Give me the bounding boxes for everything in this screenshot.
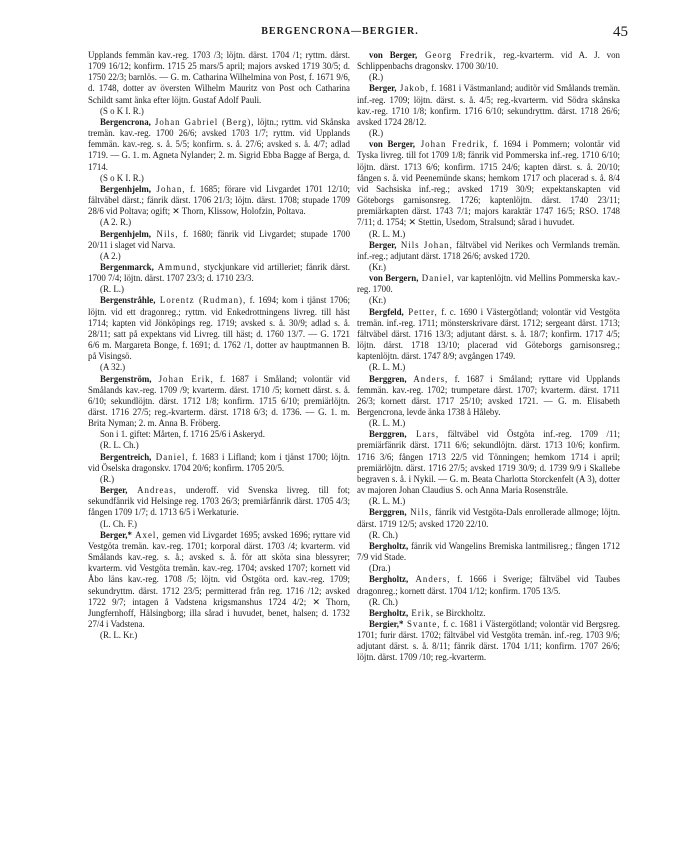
entry-given-names: Nils, <box>151 228 179 239</box>
entry-source: (R. L. M.) <box>369 362 406 373</box>
entry-text: f. 1666 i Sverige; fältväbel vid Taubes dragonreg.; kornett därst. 1704 1/12; konfirm. 1705 13/5. <box>357 574 620 596</box>
entry-paragraph <box>357 374 620 419</box>
entry-given-names: Daniel, <box>151 451 189 462</box>
entry-text: f. c. 1681 i Västergötland; volontär vid Bergsreg. 1701; furir därst. 1702; fältväbel vid Vestgöta tremän. inf.-reg. 1703 9/6; adjutant därst. s. å. 8/11; fänrik därst. 1704 1/11; konfirm. 1707 26/6; löjtn. därst. 1709 /10; reg.-kvarterm. <box>357 618 620 663</box>
entry-source: (A 2.) <box>100 250 121 261</box>
entry <box>357 619 620 664</box>
entry-text: reg.-kvarterm. vid A. J. von Schlippenbachs dragonskv. 1700 30/10. <box>357 50 620 72</box>
entry-source: (R.) <box>100 473 115 484</box>
entry-source: (R.) <box>369 72 384 83</box>
entry-headword: Berger,* <box>100 529 132 540</box>
entry-headword: Bergenström, <box>100 373 152 384</box>
entry-headword: Bergholtz, <box>369 540 409 551</box>
entry-source: (R. L. M.) <box>369 418 406 429</box>
entry <box>88 229 350 262</box>
left-column <box>88 50 350 827</box>
entry-given-names: Andreas, <box>127 485 177 496</box>
entry-headword: Berggren, <box>369 507 407 518</box>
entry-source: (A 32.) <box>100 362 126 373</box>
entry-extra: Son i 1. giftet: Mårten, f. 1716 25/6 i Askeryd. <box>100 429 265 440</box>
entry-paragraph <box>88 530 350 630</box>
entry-paragraph <box>357 429 620 496</box>
entry-paragraph <box>88 374 350 430</box>
running-head <box>0 26 680 44</box>
entry-source: (L. Ch. F.) <box>100 518 138 529</box>
entry-headword: von Bergern, <box>369 273 419 284</box>
entry-paragraph <box>88 295 350 362</box>
entry-given-names: Daniel, <box>418 273 455 284</box>
entry <box>88 262 350 295</box>
entry <box>357 50 620 83</box>
entry <box>88 117 350 184</box>
entry-paragraph <box>357 541 620 563</box>
entry-source: (Kr.) <box>369 261 387 272</box>
entry-paragraph <box>357 574 620 596</box>
entry-paragraph <box>357 273 620 295</box>
entry <box>88 50 350 117</box>
entry-source: (R. Ch.) <box>369 596 398 607</box>
entry <box>357 541 620 574</box>
entry-text: f. c. 1690 i Västergötland; volontär vid Vestgöta tremän. inf.-reg. 1711; mönsterskrivare därst. 1712; sergeant därst. 1713; fältväbel därst. 1716 13/3; adjutant därst. s. å. 18/7; konfirm. 1717 4/5; löjtn. därst. 1718 13/10; placerad vid Göteborgs garnisonsreg.; kaptenlöjtn. därst. 1747 8/9; avgången 1749. <box>357 306 620 362</box>
entry-text: f. 1681 i Västmanland; auditör vid Smålands tremän. inf.-reg. 1709; löjtn. därst. s. å. 4/5; reg.-kvarterm. vid Södra skånska kav.-reg. 1710 1/8; konfirm. 1716 6/10; sekundryttm. därst. 1718 26/6; avsked 1724 28/12. <box>357 83 620 127</box>
entry-paragraph <box>88 485 350 518</box>
entry-given-names: Lorentz (Rudman), <box>155 295 247 306</box>
entry-text: f. 1694; kom i tjänst 1706; löjtn. vid ett dragonreg.; ryttm. vid Enkedrottningens livreg. till häst 1714; kapten vid Jönköpings reg. 1719; avsked s. å. 30/9; adlad s. å. 28/11; satt på expektans vid Livreg. till häst; d. 1760 13/7. — G. 1721 6/6 m. Margareta Bonge, f. 1691; d. 1762 /1, dotter av hauptmannen B. på Visingsö. <box>88 295 350 362</box>
entry-source: (A 2. R.) <box>100 217 132 228</box>
entry-given-names: Johan, <box>151 183 186 194</box>
entry-given-names: Nils, <box>406 507 433 518</box>
entry-text: fänrik vid Wangelins Bremiska lantmilisreg.; fången 1712 7/9 vid Stade. <box>357 540 620 563</box>
entry-text: gemen vid Livgardet 1695; avsked 1696; ryttare vid Vestgöta tremän. kav.-reg. 1701; korporal därst. 1703 /4; kvarterm. vid Smålands kav.-reg. s. å.; avsked s. å. för att sköta sina blessyrer; kvarterm. vid Vestgöta tremän. kav.-reg. 1704; avsked 1707; kornett vid Åbo läns kav.-reg. 1708 /5; löjtn. vid Östgöta ord. kav.-reg. 1709; sekundryttm. därst. 1712 23/5; permitterad från reg. 1716 /12; avsked 1722 9/7; intagen å Vadstena krigsmanshus 1724 4/2; ✕ Thorn, Jungfernhoff, Hälsingborg; illa sårad i huvudet, benet, halsen; d. 1732 27/4 i Vadstena. <box>88 529 350 629</box>
running-title: BERGENCRONA—BERGIER. <box>261 26 419 37</box>
entry-headword: Bergholtz, <box>369 574 409 585</box>
entry-given-names: Ammund, <box>153 261 201 272</box>
entry-text: var kaptenlöjtn. vid Mellins Pommerska kav.-reg. 1700. <box>357 273 620 295</box>
entry <box>357 507 620 540</box>
entry-given-names: Johan Fredrik, <box>415 139 489 150</box>
entry-given-names: Nils Johan, <box>396 239 453 250</box>
entry-headword: Berger, <box>100 485 128 496</box>
right-column <box>357 50 620 827</box>
entry-given-names: Erik, <box>408 607 434 618</box>
entry-source: (R. L. M.) <box>369 496 406 507</box>
entry <box>357 429 620 507</box>
entry-paragraph <box>357 50 620 72</box>
entry <box>357 240 620 273</box>
entry-paragraph <box>357 619 620 664</box>
entry-source: (S o K I. R.) <box>100 172 144 183</box>
entry-given-names: Svante, <box>403 618 441 629</box>
entry-paragraph <box>88 117 350 173</box>
page-number: 45 <box>613 24 628 40</box>
entry-paragraph <box>88 452 350 474</box>
entry-text: löjtn.; ryttm. vid Skånska tremän. kav.-reg. 1700 26/6; avsked 1703 1/7; ryttm. vid Upplands femmän. kav.-reg. s. å. 5/5; konfirm. s. å. 27/6; avsked s. å. 4/7; adlad 1719. — G. 1. m. Agneta Nylander; 2. m. Sigrid Ebba Bagge af Berga, d. 1714. <box>88 116 350 172</box>
entry-given-names: Axel, <box>131 529 160 540</box>
entry-given-names: Georg Fredrik, <box>417 50 497 60</box>
entry-headword: Bergenmarck, <box>100 261 154 272</box>
entry-text: underoff. vid Svenska livreg. till fot; sekundfänrik vid Helsinge reg. 1703 26/3; premiärfänrik därst. 1705 4/3; fången 1709 1/7; d. 1713 6/5 i Werkaturie. <box>88 485 350 518</box>
entry-text: f. 1687 i Småland; volontär vid Smålands kav.-reg. 1709 /9; kvarterm. därst. 1710 /5; kornett därst. s. å. 6/10; sekundlöjtn. därst. 1712 1/8; konfirm. 1715 6/10; premiärlöjtn. därst. 1716 27/5; reg.-kvarterm. därst. 1718 6/3; d. 1736. — G. 1. m. Brita Nyman; 2. m. Anna B. Fröberg. <box>88 373 350 429</box>
entry-paragraph <box>88 262 350 284</box>
entry-headword: Bergentreich, <box>100 451 152 462</box>
entry-source: (R. L.) <box>100 284 124 295</box>
entry <box>357 83 620 139</box>
entry-text: f. 1687 i Småland; ryttare vid Upplands femmän. kav.-reg. 1702; trumpetare därst. 1707; kvarterm. därst. 1711 26/3; kornett därst. 1717 25/10; avsked 1721. — G. m. Elisabeth Bergencrona, levde änka 1738 å Håleby. <box>357 373 620 417</box>
entry-paragraph <box>357 307 620 363</box>
entry <box>88 184 350 229</box>
entry-paragraph <box>357 608 620 619</box>
entry-text: f. 1694 i Pommern; volontär vid Tyska livreg. till fot 1709 1/8; fänrik vid Pommerska inf.-reg. 1710 6/10; löjtn. därst. 1713 6/6; konfirm. 1715 24/6; kapten därst. s. å. 20/10; fången s. å. vid Peenemünde skans; hemkom 1717 och placerad s. å. 8/4 vid Sachsiska inf.-reg.; avsked 1719 30/9; expektanskapten vid Göteborgs garnisonsreg. 1726; kaptenlöjtn. därst. 1740 23/11; premiärkapten därst. 1743 7/1; majors karaktär 1747 16/5; RSO. 1748 7/11; d. 1754; ✕ Stettin, Usedom, Stralsund; sårad i huvudet. <box>357 139 620 228</box>
entry-headword: Berger, <box>369 239 397 250</box>
entry-source: (S o K I. R.) <box>100 105 144 116</box>
entry-given-names: Lars, <box>406 429 440 440</box>
entry-headword: von Berger, <box>369 139 416 150</box>
entry-paragraph <box>357 507 620 529</box>
entry-source: (R. L. Ch.) <box>100 440 139 451</box>
entry <box>357 307 620 374</box>
entry-source: (R. L. M.) <box>369 228 406 239</box>
entry-given-names: Johan Erik, <box>151 373 214 384</box>
entry-source: (R. L. Kr.) <box>100 630 138 641</box>
entry-text: f. 1685; förare vid Livgardet 1701 12/10; fältväbel därst.; fänrik därst. 1706 21/3; löjtn. därst. 1708; stupade 1709 28/6 vid Poltava; ogift; ✕ Thorn, Klissow, Holofzin, Poltava. <box>88 183 350 217</box>
entry-headword: Bergenhjelm, <box>100 228 152 239</box>
entry-paragraph <box>88 184 350 217</box>
entry-headword: Bergenhjelm, <box>100 183 152 194</box>
entry-headword: Bergencrona, <box>100 116 151 127</box>
entry-paragraph <box>357 240 620 262</box>
entry-paragraph <box>88 229 350 251</box>
entry-text: styckjunkare vid artilleriet; fänrik därst. 1700 7/4; löjtn. därst. 1707 23/3; d. 1710 23/3. <box>88 261 350 284</box>
entry-headword: Bergenstråhle, <box>100 295 156 306</box>
entry-text: f. 1680; fänrik vid Livgardet; stupade 1700 20/11 i slaget vid Narva. <box>88 228 350 250</box>
entry-text: fältväbel vid Nerikes och Vermlands tremän. inf.-reg.; adjutant därst. 1718 26/6; avsked 1720. <box>357 239 620 261</box>
entry <box>88 485 350 530</box>
entry <box>88 452 350 485</box>
entry-headword: von Berger, <box>369 50 418 60</box>
entry <box>357 574 620 607</box>
entry <box>357 374 620 430</box>
entry-source: (Dra.) <box>369 563 391 574</box>
entry-text: se Birckholtz. <box>433 607 486 618</box>
entry-headword: Berggren, <box>369 373 407 384</box>
entry-given-names: Anders, <box>406 373 449 384</box>
entry-headword: Bergfeld, <box>369 306 404 317</box>
entry-text: Upplands femmän kav.-reg. 1703 /3; löjtn. därst. 1704 /1; ryttm. därst. 1709 16/12; konfirm. 1715 25 mars/5 april; majors avsked 1719 30/5; d. 1750 22/3; barnlös. — G. m. Catharina Wilhelmina von Post, f. 1671 9/6, d. 1748, dotter av översten Wilhelm Mauritz von Post och Catharina Schildt samt änka efter löjtn. Gustaf Adolf Pauli. <box>88 50 350 105</box>
entry <box>357 139 620 239</box>
entry <box>88 295 350 373</box>
entry-text: fältväbel vid Östgöta inf.-reg. 1709 /11; premiärfänrik därst. 1711 6/6; sekundlöjtn. därst. 1713 10/6; konfirm. 1716 3/6; fången 1713 22/5 vid Tönningen; hemkom 1714 i april; premiärlöjtn. därst. 1716 27/5; avsked 1719 30/9; d. 1739 9/9 i Skallebe begraven s. å. i Nykil. — G. m. Beata Charlotta Storckenfelt (A 3), dotter av majoren Johan Claudius S. och Anna Maria Rosenstråle. <box>357 429 620 496</box>
entry-source: (R.) <box>369 128 384 139</box>
entry-given-names: Anders, <box>408 574 451 585</box>
entry-source: (R. Ch.) <box>369 529 398 540</box>
entry-given-names: Johan Gabriel (Berg), <box>150 116 255 127</box>
entry-paragraph <box>357 83 620 128</box>
entry-headword: Bergier,* <box>369 618 404 629</box>
entry <box>357 608 620 619</box>
entry-paragraph <box>357 139 620 228</box>
entry-given-names: Petter, <box>403 306 438 317</box>
entry-headword: Berggren, <box>369 429 407 440</box>
entry-source: (Kr.) <box>369 295 387 306</box>
entry-headword: Berger, <box>369 83 397 94</box>
entry-headword: Bergholtz, <box>369 607 409 618</box>
entry <box>88 530 350 642</box>
entry-text: f. 1683 i Lifland; kom i tjänst 1700; löjtn. vid Öselska dragonskv. 1704 20/6; konfirm. 1705 20/5. <box>88 451 350 473</box>
entry-given-names: Jakob, <box>396 83 429 94</box>
entry-text: fänrik vid Vestgöta-Dals enrollerade allmoge; löjtn. därst. 1719 12/5; avsked 1720 22/10. <box>357 507 620 529</box>
entry <box>357 273 620 306</box>
entry <box>88 374 350 452</box>
